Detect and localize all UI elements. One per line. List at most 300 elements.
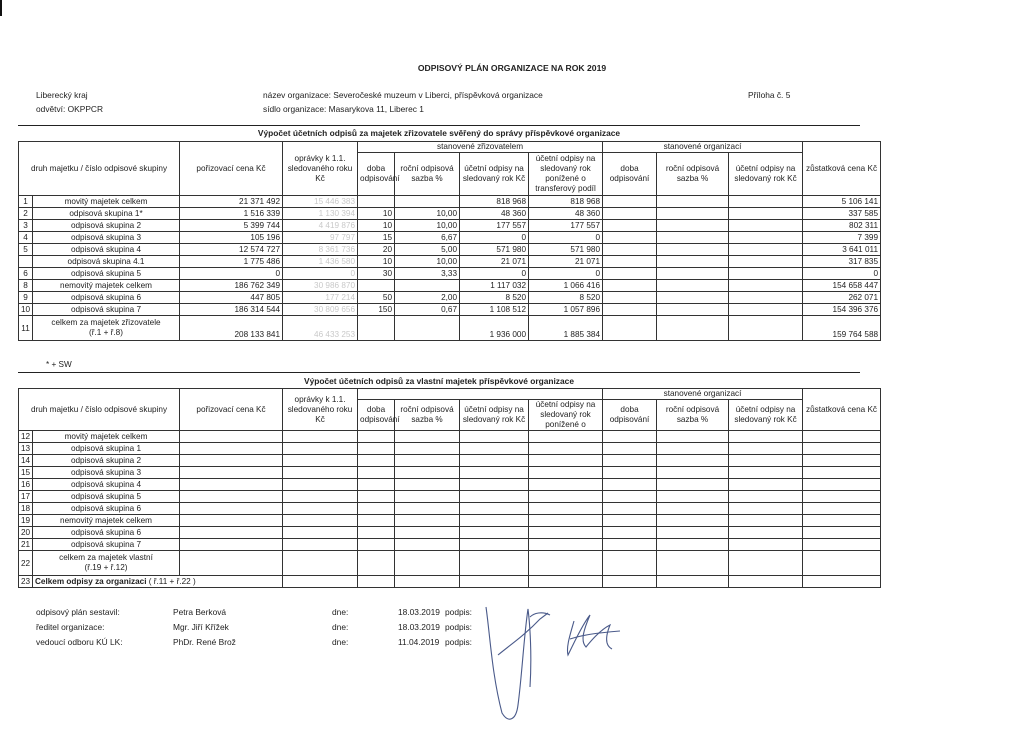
table-cell bbox=[803, 503, 881, 515]
table-row bbox=[19, 527, 881, 539]
group-blank bbox=[358, 389, 603, 400]
cell-sazba: 0,67 bbox=[395, 304, 460, 316]
table-cell bbox=[603, 527, 657, 539]
cell-doba-org bbox=[603, 232, 657, 244]
cell-ucetni-org bbox=[729, 244, 803, 256]
cell-sazba-org bbox=[657, 256, 729, 268]
table-row bbox=[19, 467, 881, 479]
col-ucetni-odpisy-org: účetní odpisy na sledovaný rok Kč bbox=[729, 153, 803, 196]
table-cell bbox=[603, 443, 657, 455]
table-cell bbox=[529, 455, 603, 467]
cell-sazba: 6,67 bbox=[395, 232, 460, 244]
signature-date-label: dne: bbox=[332, 622, 349, 632]
handwritten-signatures bbox=[470, 595, 640, 730]
section1-title: Výpočet účetních odpisů za majetek zřizovatele svěřený do správy příspěvkové organizace bbox=[257, 128, 621, 138]
cell-opravky: 30 809 656 bbox=[283, 304, 358, 316]
row-number: 10 bbox=[19, 304, 33, 316]
row-formula: ( ř.11 + ř.22 ) bbox=[148, 577, 196, 586]
table-cell bbox=[729, 539, 803, 551]
header-nazev-organizace: název organizace: Severočeské muzeum v Liberci, příspěvková organizace bbox=[263, 90, 543, 100]
row-label: odpisová skupina 4 bbox=[33, 479, 180, 491]
row-label: odpisová skupina 2 bbox=[33, 455, 180, 467]
row-label: odpisová skupina 4.1 bbox=[33, 256, 180, 268]
row-number: 4 bbox=[19, 232, 33, 244]
cell-ponizene: 48 360 bbox=[529, 208, 603, 220]
col-druh-majetku: druh majetku / číslo odpisové skupiny bbox=[19, 389, 180, 431]
cell-doba: 150 bbox=[358, 304, 395, 316]
cell-ponizene: 21 071 bbox=[529, 256, 603, 268]
cell-ponizene: 1 885 384 bbox=[529, 316, 603, 341]
table-cell bbox=[460, 527, 529, 539]
row-label: odpisová skupina 7 bbox=[33, 304, 180, 316]
cell-ucetni-odpisy: 21 071 bbox=[460, 256, 529, 268]
row-label: odpisová skupina 6 bbox=[33, 503, 180, 515]
table-cell bbox=[803, 539, 881, 551]
signature-name: Petra Berková bbox=[173, 607, 227, 617]
table-cell bbox=[395, 539, 460, 551]
cell-doba-org bbox=[603, 304, 657, 316]
cell-sazba: 2,00 bbox=[395, 292, 460, 304]
table-cell bbox=[529, 515, 603, 527]
cell-ucetni-odpisy: 1 117 032 bbox=[460, 280, 529, 292]
row-number: 14 bbox=[19, 455, 33, 467]
cell-zustatkova: 337 585 bbox=[803, 208, 881, 220]
table-cell bbox=[283, 467, 358, 479]
table-cell bbox=[395, 467, 460, 479]
cell-doba-org bbox=[603, 220, 657, 232]
cell-sazba: 10,00 bbox=[395, 220, 460, 232]
cell-ponizene: 177 557 bbox=[529, 220, 603, 232]
cell-sazba bbox=[395, 196, 460, 208]
signature-date: 18.03.2019 bbox=[398, 607, 440, 617]
cell-opravky: 8 361 736 bbox=[283, 244, 358, 256]
table-cell bbox=[529, 503, 603, 515]
cell-ucetni-odpisy: 0 bbox=[460, 232, 529, 244]
table-cell bbox=[395, 455, 460, 467]
cell-sazba-org bbox=[657, 244, 729, 256]
table-cell bbox=[729, 455, 803, 467]
table-cell bbox=[460, 479, 529, 491]
cell-opravky: 46 433 253 bbox=[283, 316, 358, 341]
row-formula: (ř.19 + ř.12) bbox=[84, 563, 128, 572]
row-number: 16 bbox=[19, 479, 33, 491]
cell-sazba-org bbox=[657, 232, 729, 244]
signature-role-label: ředitel organizace: bbox=[36, 622, 105, 632]
table-cell bbox=[803, 431, 881, 443]
table-cell bbox=[603, 467, 657, 479]
cell-sazba-org bbox=[657, 292, 729, 304]
table-cell bbox=[180, 443, 283, 455]
row-number: 8 bbox=[19, 280, 33, 292]
table-row bbox=[19, 479, 881, 491]
table-cell bbox=[358, 515, 395, 527]
table-cell bbox=[460, 443, 529, 455]
col-rocni-sazba: roční odpisová sazba % bbox=[395, 153, 460, 196]
col-rocni-sazba-org: roční odpisová sazba % bbox=[657, 400, 729, 431]
col-ucetni-odpisy: účetní odpisy na sledovaný rok Kč bbox=[460, 153, 529, 196]
cell-ucetni-org bbox=[729, 292, 803, 304]
row-label: odpisová skupina 6 bbox=[33, 292, 180, 304]
row-number bbox=[19, 256, 33, 268]
col-ucetni-odpisy-org: účetní odpisy na sledovaný rok Kč bbox=[729, 400, 803, 431]
cell-ponizene: 0 bbox=[529, 232, 603, 244]
table-row bbox=[19, 292, 881, 304]
cell-porizovaci: 186 314 544 bbox=[180, 304, 283, 316]
cell-sazba-org bbox=[657, 280, 729, 292]
cell-ponizene: 818 968 bbox=[529, 196, 603, 208]
table-row bbox=[19, 280, 881, 292]
cell-opravky: 4 419 876 bbox=[283, 220, 358, 232]
cell-ucetni-org bbox=[729, 256, 803, 268]
cell-ponizene: 571 980 bbox=[529, 244, 603, 256]
table-cell bbox=[729, 431, 803, 443]
row-label: odpisová skupina 1* bbox=[33, 208, 180, 220]
table-cell bbox=[358, 443, 395, 455]
signature-date-label: dne: bbox=[332, 637, 349, 647]
cell-sazba-org bbox=[657, 268, 729, 280]
signature-podpis-label: podpis: bbox=[445, 622, 473, 632]
row-number: 12 bbox=[19, 431, 33, 443]
table-row bbox=[19, 220, 881, 232]
cell-ucetni-org bbox=[729, 232, 803, 244]
table-cell bbox=[657, 515, 729, 527]
cell-sazba: 5,00 bbox=[395, 244, 460, 256]
table-cell bbox=[180, 455, 283, 467]
row-label: odpisová skupina 3 bbox=[33, 232, 180, 244]
row-number: 19 bbox=[19, 515, 33, 527]
header-priloha: Příloha č. 5 bbox=[748, 90, 791, 100]
table-cell bbox=[657, 467, 729, 479]
cell-opravky: 30 986 870 bbox=[283, 280, 358, 292]
table-cell bbox=[803, 455, 881, 467]
row-number: 11 bbox=[19, 316, 33, 341]
cell-doba: 10 bbox=[358, 220, 395, 232]
row-number: 21 bbox=[19, 539, 33, 551]
table-cell bbox=[803, 491, 881, 503]
cell-opravky: 177 214 bbox=[283, 292, 358, 304]
table-cell bbox=[180, 467, 283, 479]
cell-ucetni-odpisy: 571 980 bbox=[460, 244, 529, 256]
table-row bbox=[19, 443, 881, 455]
row-label: movitý majetek celkem bbox=[33, 196, 180, 208]
table-cell bbox=[358, 479, 395, 491]
cell-ucetni-org bbox=[729, 304, 803, 316]
cell-opravky: 1 436 580 bbox=[283, 256, 358, 268]
table-cell bbox=[358, 539, 395, 551]
cell-opravky: 97 797 bbox=[283, 232, 358, 244]
cell-sazba: 10,00 bbox=[395, 208, 460, 220]
cell-opravky: 15 446 383 bbox=[283, 196, 358, 208]
table-cell bbox=[283, 443, 358, 455]
cell-sazba-org bbox=[657, 220, 729, 232]
col-rocni-sazba-org: roční odpisová sazba % bbox=[657, 153, 729, 196]
table-cell bbox=[603, 455, 657, 467]
table-cell bbox=[729, 503, 803, 515]
table-cell bbox=[803, 479, 881, 491]
table-cell bbox=[529, 431, 603, 443]
cell-doba-org bbox=[603, 196, 657, 208]
col-doba-odpisovani-org: doba odpisování bbox=[603, 400, 657, 431]
cell-zustatkova: 802 311 bbox=[803, 220, 881, 232]
table-cell bbox=[283, 455, 358, 467]
cell-ucetni-org bbox=[729, 268, 803, 280]
row-number: 15 bbox=[19, 467, 33, 479]
col-druh-majetku: druh majetku / číslo odpisové skupiny bbox=[19, 142, 180, 196]
table-cell bbox=[529, 527, 603, 539]
table-cell bbox=[180, 527, 283, 539]
row-label: odpisová skupina 3 bbox=[33, 467, 180, 479]
cell-sazba-org bbox=[657, 196, 729, 208]
cell-sazba bbox=[395, 280, 460, 292]
table-row-total-zrizovatel bbox=[19, 316, 881, 341]
cell-sazba: 10,00 bbox=[395, 256, 460, 268]
row-label: Celkem odpisy za organizaci bbox=[35, 577, 147, 586]
cell-doba bbox=[358, 280, 395, 292]
signature-date: 18.03.2019 bbox=[398, 622, 440, 632]
signature-name: Mgr. Jiří Křížek bbox=[173, 622, 229, 632]
row-number: 5 bbox=[19, 244, 33, 256]
table-cell bbox=[358, 431, 395, 443]
section1-top-border bbox=[18, 125, 860, 126]
section2-top-border bbox=[18, 372, 860, 373]
table-cell bbox=[657, 539, 729, 551]
col-rocni-sazba: roční odpisová sazba % bbox=[395, 400, 460, 431]
row-number: 17 bbox=[19, 491, 33, 503]
cell-ucetni-odpisy: 1 108 512 bbox=[460, 304, 529, 316]
table-cell bbox=[358, 503, 395, 515]
section1-table bbox=[18, 141, 881, 341]
cell-zustatkova: 7 399 bbox=[803, 232, 881, 244]
table-cell bbox=[529, 539, 603, 551]
cell-porizovaci: 447 805 bbox=[180, 292, 283, 304]
table-cell bbox=[395, 479, 460, 491]
table-row bbox=[19, 208, 881, 220]
document-title: ODPISOVÝ PLÁN ORGANIZACE NA ROK 2019 bbox=[417, 63, 607, 73]
cell-doba: 30 bbox=[358, 268, 395, 280]
cell-doba-org bbox=[603, 292, 657, 304]
table-cell bbox=[529, 491, 603, 503]
cell-doba: 10 bbox=[358, 256, 395, 268]
cell-porizovaci: 208 133 841 bbox=[180, 316, 283, 341]
table-cell bbox=[729, 491, 803, 503]
table-cell bbox=[729, 515, 803, 527]
cell-zustatkova: 0 bbox=[803, 268, 881, 280]
table-cell bbox=[180, 515, 283, 527]
table-cell bbox=[180, 503, 283, 515]
col-ucetni-odpisy: účetní odpisy na sledovaný rok Kč bbox=[460, 400, 529, 431]
cell-doba-org bbox=[603, 244, 657, 256]
table-cell bbox=[460, 491, 529, 503]
cell-zustatkova: 317 835 bbox=[803, 256, 881, 268]
cell-ucetni-odpisy: 1 936 000 bbox=[460, 316, 529, 341]
header-sidlo-organizace: sídlo organizace: Masarykova 11, Liberec 1 bbox=[263, 104, 424, 114]
table-cell bbox=[529, 443, 603, 455]
row-number: 22 bbox=[19, 551, 33, 576]
col-ucetni-odpisy-ponizene: účetní odpisy na sledovaný rok ponížené o transferový podíl bbox=[529, 153, 603, 196]
cell-doba-org bbox=[603, 268, 657, 280]
group-stanovene-organizaci: stanovené organizací bbox=[603, 389, 803, 400]
table-cell bbox=[460, 467, 529, 479]
table-row bbox=[19, 244, 881, 256]
table-row bbox=[19, 491, 881, 503]
table-row bbox=[19, 304, 881, 316]
table-row bbox=[19, 431, 881, 443]
row-label: odpisová skupina 1 bbox=[33, 443, 180, 455]
cell-porizovaci: 12 574 727 bbox=[180, 244, 283, 256]
cell-ucetni-odpisy: 818 968 bbox=[460, 196, 529, 208]
table-row bbox=[19, 539, 881, 551]
cell-sazba-org bbox=[657, 304, 729, 316]
col-porizovaci-cena: pořizovací cena Kč bbox=[180, 142, 283, 196]
table-cell bbox=[395, 491, 460, 503]
header-kraj: Liberecký kraj bbox=[36, 90, 88, 100]
col-opravky: oprávky k 1.1. sledovaného roku Kč bbox=[283, 389, 358, 431]
table-row bbox=[19, 256, 881, 268]
table-cell bbox=[657, 443, 729, 455]
cell-doba-org bbox=[603, 256, 657, 268]
table-cell bbox=[460, 515, 529, 527]
table-cell bbox=[729, 479, 803, 491]
table-cell bbox=[283, 539, 358, 551]
table-cell bbox=[283, 515, 358, 527]
table-cell bbox=[395, 503, 460, 515]
cell-opravky: 0 bbox=[283, 268, 358, 280]
row-label: odpisová skupina 6 bbox=[33, 527, 180, 539]
table-cell bbox=[283, 479, 358, 491]
cell-ucetni-org bbox=[729, 220, 803, 232]
cell-ponizene: 8 520 bbox=[529, 292, 603, 304]
cell-ucetni-org bbox=[729, 280, 803, 292]
signature-podpis-label: podpis: bbox=[445, 637, 473, 647]
page-edge-mark bbox=[0, 0, 2, 16]
row-number: 13 bbox=[19, 443, 33, 455]
row-number: 18 bbox=[19, 503, 33, 515]
table-cell bbox=[283, 527, 358, 539]
col-ucetni-odpisy-ponizene: účetní odpisy na sledovaný rok ponížené o bbox=[529, 400, 603, 431]
cell-porizovaci: 1 516 339 bbox=[180, 208, 283, 220]
row-label: odpisová skupina 5 bbox=[33, 268, 180, 280]
col-zustatkova-cena: zůstatková cena Kč bbox=[803, 142, 881, 196]
table-cell bbox=[603, 503, 657, 515]
cell-ucetni-org bbox=[729, 196, 803, 208]
table-cell bbox=[180, 479, 283, 491]
row-label: nemovitý majetek celkem bbox=[33, 515, 180, 527]
col-porizovaci-cena: pořizovací cena Kč bbox=[180, 389, 283, 431]
table-cell bbox=[603, 431, 657, 443]
table-cell bbox=[603, 515, 657, 527]
col-doba-odpisovani-org: doba odpisování bbox=[603, 153, 657, 196]
cell-porizovaci: 186 762 349 bbox=[180, 280, 283, 292]
table-cell bbox=[729, 443, 803, 455]
cell-porizovaci: 1 775 486 bbox=[180, 256, 283, 268]
table-cell bbox=[657, 527, 729, 539]
cell-zustatkova: 159 764 588 bbox=[803, 316, 881, 341]
table-cell bbox=[358, 455, 395, 467]
cell-sazba-org bbox=[657, 208, 729, 220]
table-cell bbox=[657, 455, 729, 467]
table-cell bbox=[283, 431, 358, 443]
section2-title: Výpočet účetních odpisů za vlastní majetek příspěvkové organizace bbox=[304, 376, 574, 386]
table-cell bbox=[657, 479, 729, 491]
col-opravky: oprávky k 1.1. sledovaného roku Kč bbox=[283, 142, 358, 196]
table-row bbox=[19, 503, 881, 515]
cell-doba-org bbox=[603, 280, 657, 292]
table-row bbox=[19, 268, 881, 280]
table-cell bbox=[395, 515, 460, 527]
row-number: 3 bbox=[19, 220, 33, 232]
table-cell bbox=[180, 539, 283, 551]
table-cell bbox=[358, 491, 395, 503]
row-label: odpisová skupina 4 bbox=[33, 244, 180, 256]
col-doba-odpisovani: doba odpisování bbox=[358, 153, 395, 196]
col-zustatkova-cena: zůstatková cena Kč bbox=[803, 389, 881, 431]
table-cell bbox=[529, 467, 603, 479]
cell-ponizene: 0 bbox=[529, 268, 603, 280]
cell-doba bbox=[358, 196, 395, 208]
table-cell bbox=[803, 467, 881, 479]
row-number: 20 bbox=[19, 527, 33, 539]
cell-ucetni-odpisy: 0 bbox=[460, 268, 529, 280]
table-cell bbox=[803, 527, 881, 539]
row-number: 6 bbox=[19, 268, 33, 280]
row-label: movitý majetek celkem bbox=[33, 431, 180, 443]
table-row bbox=[19, 455, 881, 467]
table-cell bbox=[603, 491, 657, 503]
footnote-sw: * + SW bbox=[46, 360, 72, 369]
row-number: 23 bbox=[19, 576, 33, 588]
signature-role-label: odpisový plán sestavil: bbox=[36, 607, 120, 617]
table-cell bbox=[460, 503, 529, 515]
table-cell bbox=[657, 431, 729, 443]
group-stanovene-organizaci: stanovené organizací bbox=[603, 142, 803, 153]
cell-zustatkova: 5 106 141 bbox=[803, 196, 881, 208]
table-cell bbox=[803, 443, 881, 455]
table-cell bbox=[603, 479, 657, 491]
table-cell bbox=[460, 455, 529, 467]
cell-ponizene: 1 057 896 bbox=[529, 304, 603, 316]
cell-doba: 20 bbox=[358, 244, 395, 256]
table-cell bbox=[395, 443, 460, 455]
row-formula: (ř.1 + ř.8) bbox=[89, 328, 123, 337]
cell-ucetni-odpisy: 48 360 bbox=[460, 208, 529, 220]
table-cell bbox=[729, 467, 803, 479]
table-cell bbox=[529, 479, 603, 491]
table-cell bbox=[729, 527, 803, 539]
table-cell bbox=[283, 491, 358, 503]
group-stanovene-zrizovatelem: stanovené zřizovatelem bbox=[358, 142, 603, 153]
row-label: celkem za majetek vlastní bbox=[59, 553, 153, 562]
cell-ucetni-odpisy: 177 557 bbox=[460, 220, 529, 232]
cell-doba: 10 bbox=[358, 208, 395, 220]
table-cell bbox=[460, 539, 529, 551]
table-row bbox=[19, 196, 881, 208]
signature-date-label: dne: bbox=[332, 607, 349, 617]
table-row bbox=[19, 232, 881, 244]
table-cell bbox=[603, 539, 657, 551]
cell-zustatkova: 154 658 447 bbox=[803, 280, 881, 292]
cell-doba: 15 bbox=[358, 232, 395, 244]
row-label: odpisová skupina 7 bbox=[33, 539, 180, 551]
table-row-total-vlastni bbox=[19, 551, 881, 576]
cell-ucetni-odpisy: 8 520 bbox=[460, 292, 529, 304]
col-doba-odpisovani: doba odpisování bbox=[358, 400, 395, 431]
signature-name: PhDr. René Brož bbox=[173, 637, 236, 647]
cell-porizovaci: 21 371 492 bbox=[180, 196, 283, 208]
cell-porizovaci: 105 196 bbox=[180, 232, 283, 244]
cell-ucetni-org bbox=[729, 208, 803, 220]
row-label: odpisová skupina 2 bbox=[33, 220, 180, 232]
row-label: nemovitý majetek celkem bbox=[33, 280, 180, 292]
